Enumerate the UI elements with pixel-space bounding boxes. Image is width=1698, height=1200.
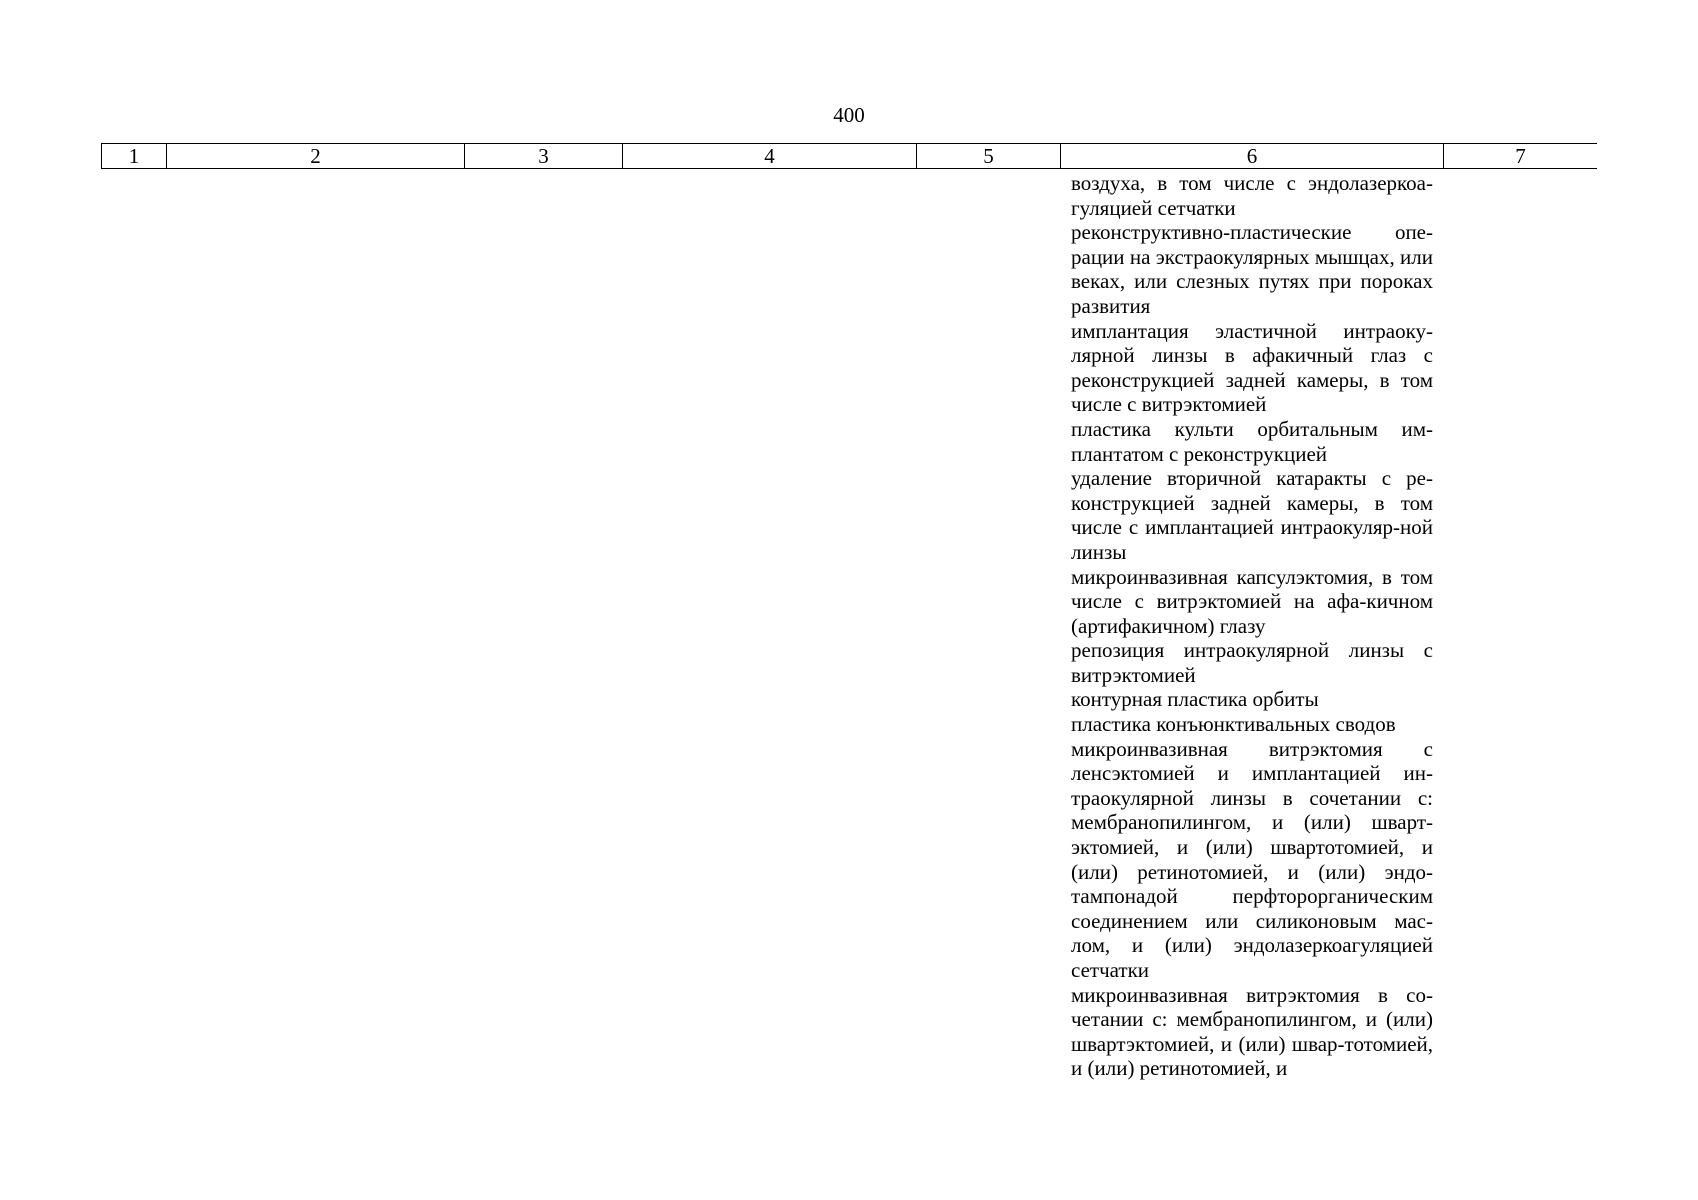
header-col-1: 1 bbox=[101, 144, 167, 168]
header-col-5: 5 bbox=[917, 144, 1061, 168]
header-col-2: 2 bbox=[167, 144, 465, 168]
table-header-row bbox=[101, 143, 1597, 169]
header-col-4: 4 bbox=[623, 144, 917, 168]
procedure-entry: контурная пластика орбиты bbox=[1071, 687, 1319, 712]
column-6-content bbox=[1071, 171, 1433, 1081]
header-col-3: 3 bbox=[465, 144, 623, 168]
procedure-entry: удаление вторичной катаракты с ре-конструкцией задней камеры, в том числе с имплантацией интраокуляр-ной линзы bbox=[1071, 466, 1433, 564]
page-number: 400 bbox=[833, 103, 865, 127]
header-col-7: 7 bbox=[1515, 144, 1526, 168]
procedure-entry: микроинвазивная витрэктомия с ленсэктомией и имплантацией ин-траокулярной линзы в сочетании с: мембранопилингом, и (или) шварт-эктомией, и (или) швартотомией, и (или) ретинотомией, и (или) эндо-тампонадой перфторорганическим соединением или силиконовым мас-лом, и (или) эндолазеркоагуляцией сетчатки bbox=[1071, 736, 1433, 982]
procedure-entry: имплантация эластичной интраоку-лярной линзы в афакичный глаз с реконструкцией задней камеры, в том числе с витрэктомией bbox=[1071, 318, 1433, 417]
procedure-entry: микроинвазивная капсулэктомия, в том числе с витрэктомией на афа-кичном (артифакичном) глазу bbox=[1071, 564, 1433, 638]
procedure-entry: пластика конъюнктивальных сводов bbox=[1071, 712, 1396, 737]
procedure-entry: воздуха, в том числе с эндолазеркоа-гуляцией сетчатки bbox=[1071, 171, 1433, 220]
procedure-entry: пластика культи орбитальным им-плантатом с реконструкцией bbox=[1071, 416, 1433, 466]
procedure-entry: микроинвазивная витрэктомия в со-четании с: мембранопилингом, и (или) швартэктомией, и (или) швар-тотомией, и (или) ретинотомией, и bbox=[1071, 982, 1433, 1081]
header-col-6: 6 bbox=[1061, 144, 1444, 168]
procedure-entry: реконструктивно-пластические опе-рации на экстраокулярных мышцах, или веках, или слезных путях при пороках развития bbox=[1071, 220, 1433, 318]
procedure-entry: репозиция интраокулярной линзы с витрэктомией bbox=[1071, 638, 1433, 687]
